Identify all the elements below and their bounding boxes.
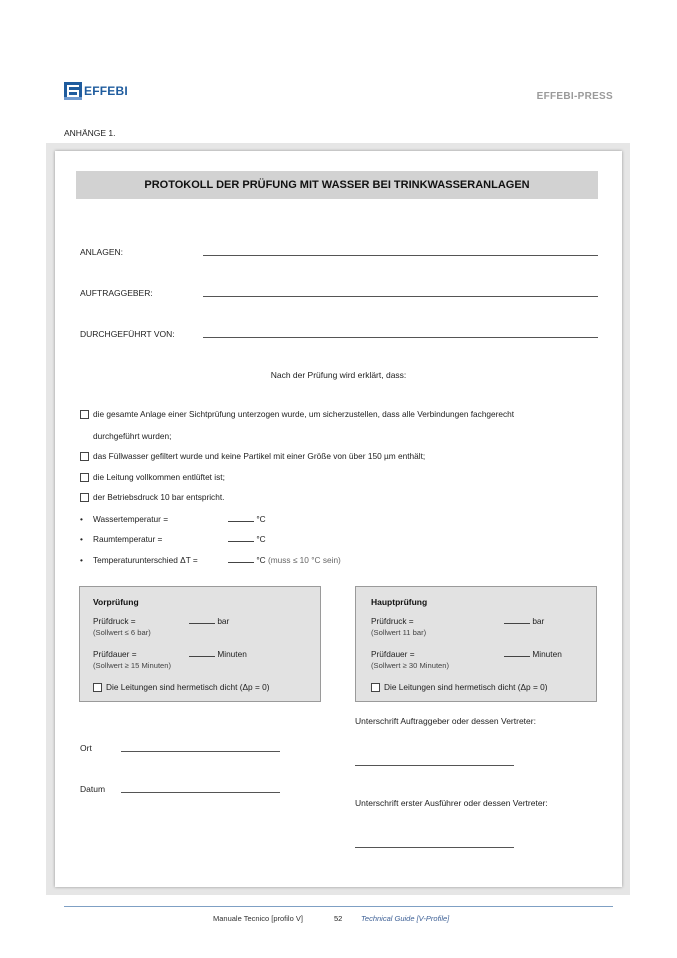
checkbox[interactable]: [80, 410, 89, 419]
check-text: die Leitung vollkommen entlüftet ist;: [93, 472, 225, 482]
intro-text: Nach der Prüfung wird erklärt, dass:: [270, 370, 407, 380]
value-blank[interactable]: [504, 649, 530, 657]
pruefdauer-label: Prüfdauer =: [371, 649, 415, 659]
pruefdruck-sollwert: (Sollwert 11 bar): [371, 628, 427, 637]
check-text: Die Leitungen sind hermetisch dicht (Δp = 0): [106, 682, 270, 692]
signature-client-line[interactable]: [355, 765, 514, 766]
check-item-vent: [80, 472, 225, 482]
checkbox[interactable]: [371, 683, 380, 692]
checkbox[interactable]: [80, 452, 89, 461]
bullet-dot-icon: •: [80, 555, 83, 565]
ort-label: Ort: [80, 743, 92, 753]
datum-line[interactable]: [121, 792, 280, 793]
dicht-check: [371, 682, 548, 692]
unit: bar: [217, 616, 230, 626]
value-blank[interactable]: [504, 616, 530, 624]
datum-label: Datum: [80, 784, 106, 794]
check-text: das Füllwasser gefiltert wurde und keine Partikel mit einer Größe von über 150 µm enthält;: [93, 451, 426, 461]
field-label-auftraggeber: AUFTRAGGEBER:: [80, 288, 153, 298]
pruefdauer-value: [189, 649, 247, 659]
bullet-dot-icon: •: [80, 534, 83, 544]
bullet-dot-icon: •: [80, 514, 83, 524]
ort-line[interactable]: [121, 751, 280, 752]
bullet-value-raum: [228, 534, 266, 544]
field-label-anlagen: ANLAGEN:: [80, 247, 123, 257]
footer-divider: [64, 906, 613, 907]
pruefdruck-value: [504, 616, 544, 626]
pruefdruck-value: [189, 616, 229, 626]
vorpruefung-title: Vorprüfung: [93, 597, 139, 607]
vorpruefung-box: [79, 586, 321, 702]
pruefdauer-label: Prüfdauer =: [93, 649, 137, 659]
bullet-value-delta: [228, 555, 341, 565]
dicht-check: [93, 682, 270, 692]
check-text: Die Leitungen sind hermetisch dicht (Δp = 0): [384, 682, 548, 692]
page-number: 52: [334, 914, 343, 923]
brand-name: EFFEBI-PRESS: [536, 91, 613, 102]
bullet-label-raum: Raumtemperatur =: [93, 534, 163, 544]
check-text: die gesamte Anlage einer Sichtprüfung unterzogen wurde, um sicherzustellen, dass alle Verbindungen fachgerecht: [93, 409, 515, 419]
footer-right: Technical Guide [V-Profile]: [361, 914, 450, 923]
logo-text: EFFEBI: [84, 84, 128, 98]
unit: °C: [256, 514, 266, 524]
hauptpruefung-title: Hauptprüfung: [371, 597, 428, 607]
bullet-value-wasser: [228, 514, 266, 524]
checkbox[interactable]: [80, 473, 89, 482]
unit: °C: [256, 534, 266, 544]
hauptpruefung-box: [355, 586, 597, 702]
unit: Minuten: [532, 649, 562, 659]
footer-left: Manuale Tecnico [profilo V]: [213, 914, 303, 923]
pruefdauer-sollwert: (Sollwert ≥ 15 Minuten): [93, 661, 172, 670]
checkbox[interactable]: [93, 683, 102, 692]
value-blank[interactable]: [228, 514, 254, 522]
pruefdruck-sollwert: (Sollwert ≤ 6 bar): [93, 628, 151, 637]
signature-contractor-line[interactable]: [355, 847, 514, 848]
pruefdauer-value: [504, 649, 562, 659]
unit: °C: [256, 555, 266, 565]
pruefdruck-label: Prüfdruck =: [93, 616, 136, 626]
bullet-label-wasser: Wassertemperatur =: [93, 514, 169, 524]
signature-contractor-label: Unterschrift erster Ausführer oder dessen Vertreter:: [355, 798, 548, 808]
value-blank[interactable]: [189, 649, 215, 657]
field-line-auftraggeber[interactable]: [203, 296, 598, 297]
pruefdauer-sollwert: (Sollwert ≥ 30 Minuten): [371, 661, 450, 670]
field-label-durchgefuehrt: DURCHGEFÜHRT VON:: [80, 329, 175, 339]
field-line-anlagen[interactable]: [203, 255, 598, 256]
check-continuation: durchgeführt wurden;: [93, 431, 172, 441]
company-logo: [64, 82, 128, 100]
value-blank[interactable]: [228, 555, 254, 563]
field-line-durchgefuehrt[interactable]: [203, 337, 598, 338]
value-blank[interactable]: [228, 534, 254, 542]
pruefdruck-label: Prüfdruck =: [371, 616, 414, 626]
check-item-pressure: [80, 492, 224, 502]
signature-client-label: Unterschrift Auftraggeber oder dessen Vertreter:: [355, 716, 536, 726]
check-item-filter: [80, 451, 425, 461]
annex-label: ANHÄNGE 1.: [64, 128, 116, 138]
note: (muss ≤ 10 °C sein): [267, 555, 341, 565]
logo-mark-icon: [64, 82, 82, 100]
unit: Minuten: [217, 649, 247, 659]
value-blank[interactable]: [189, 616, 215, 624]
unit: bar: [532, 616, 545, 626]
check-text: der Betriebsdruck 10 bar entspricht.: [93, 492, 225, 502]
check-item-visual: [80, 409, 514, 419]
bullet-label-delta: Temperaturunterschied ΔT =: [93, 555, 198, 565]
checkbox[interactable]: [80, 493, 89, 502]
form-title: PROTOKOLL DER PRÜFUNG MIT WASSER BEI TRINKWASSERANLAGEN: [76, 171, 598, 199]
